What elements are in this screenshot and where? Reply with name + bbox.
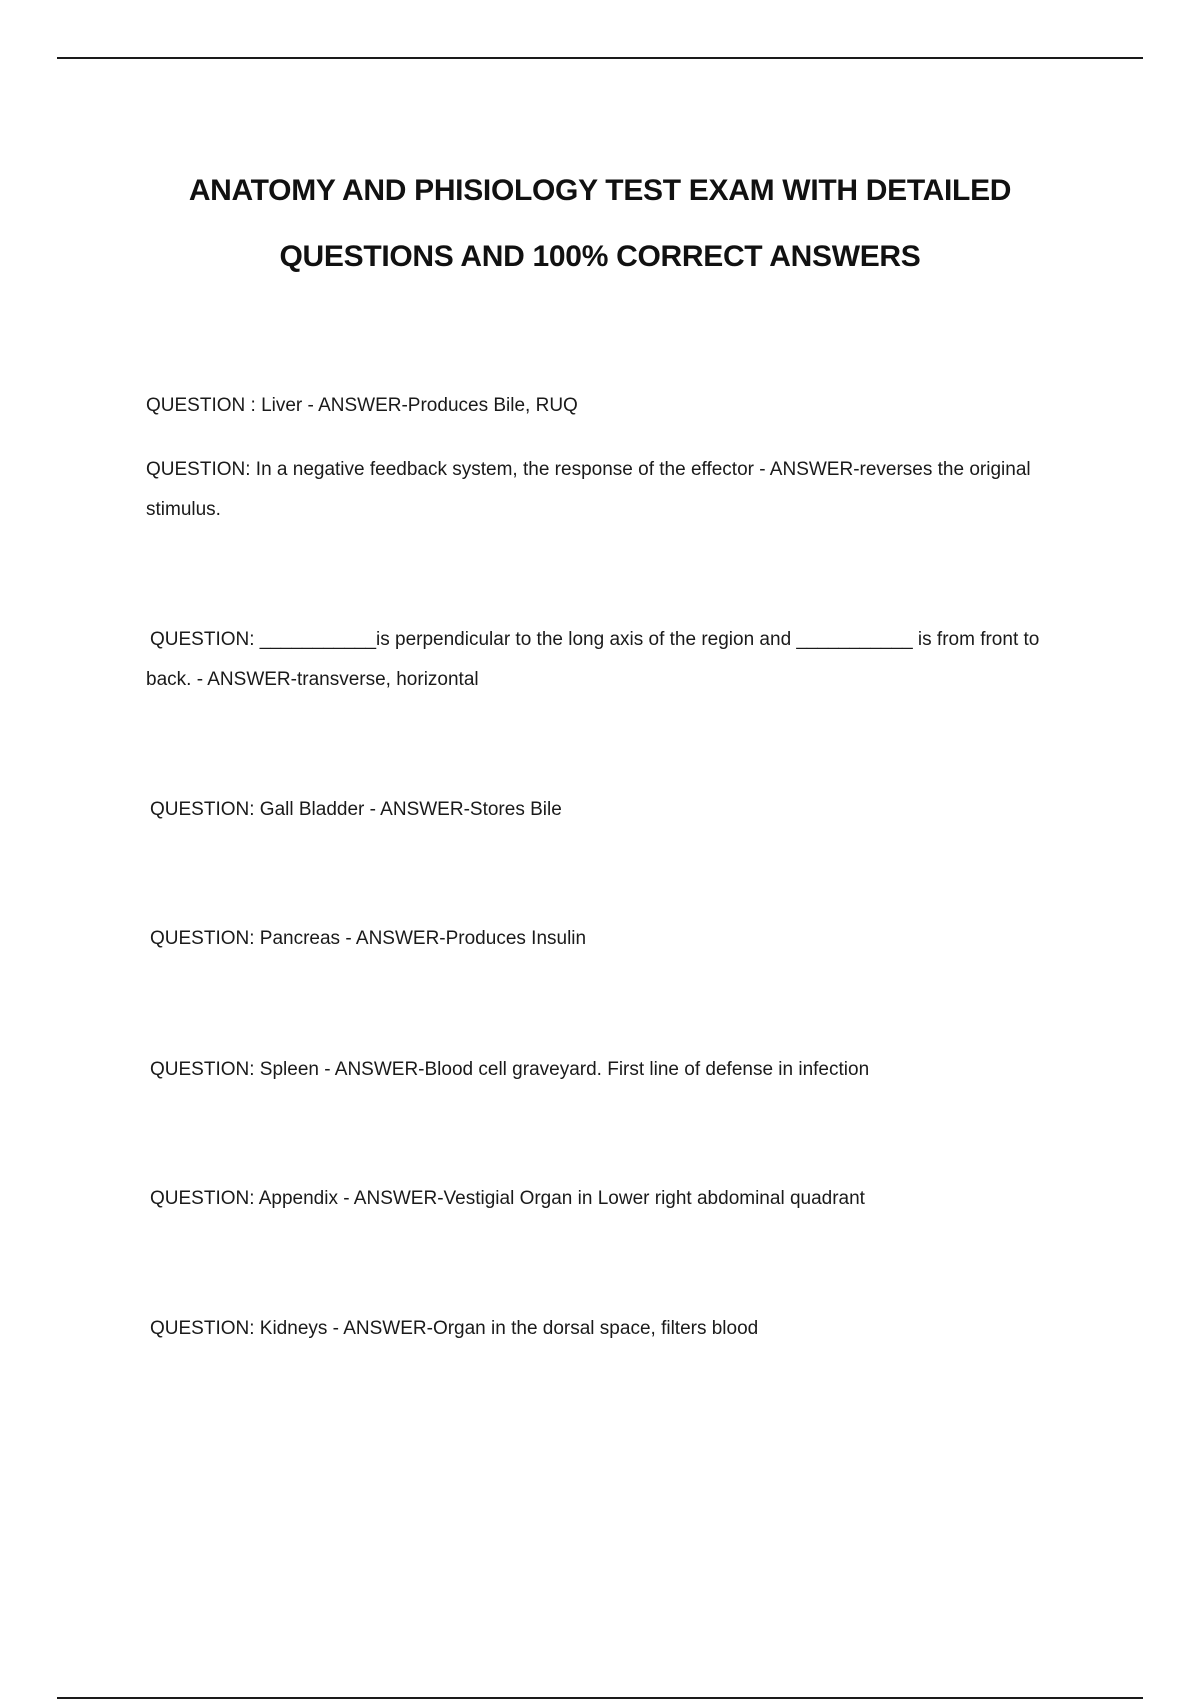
qa-item-negative-feedback: QUESTION: In a negative feedback system, the response of the effector - ANSWER-reverses the original stimulus. <box>146 459 1031 520</box>
qa-item-appendix: QUESTION: Appendix - ANSWER-Vestigial Organ in Lower right abdominal quadrant <box>150 1188 865 1209</box>
bottom-divider <box>57 1697 1143 1699</box>
top-divider <box>57 57 1143 59</box>
qa-item-pancreas: QUESTION: Pancreas - ANSWER-Produces Insulin <box>150 928 587 949</box>
qa-item-spleen: QUESTION: Spleen - ANSWER-Blood cell graveyard. First line of defense in infection <box>150 1059 870 1080</box>
qa-item-gall-bladder: QUESTION: Gall Bladder - ANSWER-Stores Bile <box>150 799 562 820</box>
document-title-line-1: ANATOMY AND PHISIOLOGY TEST EXAM WITH DETAILED <box>188 174 1012 207</box>
qa-item-kidneys: QUESTION: Kidneys - ANSWER-Organ in the dorsal space, filters blood <box>150 1318 759 1339</box>
qa-item-planes: QUESTION: ___________is perpendicular to the long axis of the region and ___________ is from front to back. - ANSWER-transverse, horizontal <box>146 629 1040 690</box>
document-title-line-2: QUESTIONS AND 100% CORRECT ANSWERS <box>279 240 921 273</box>
qa-item-liver: QUESTION : Liver - ANSWER-Produces Bile, RUQ <box>146 395 578 416</box>
